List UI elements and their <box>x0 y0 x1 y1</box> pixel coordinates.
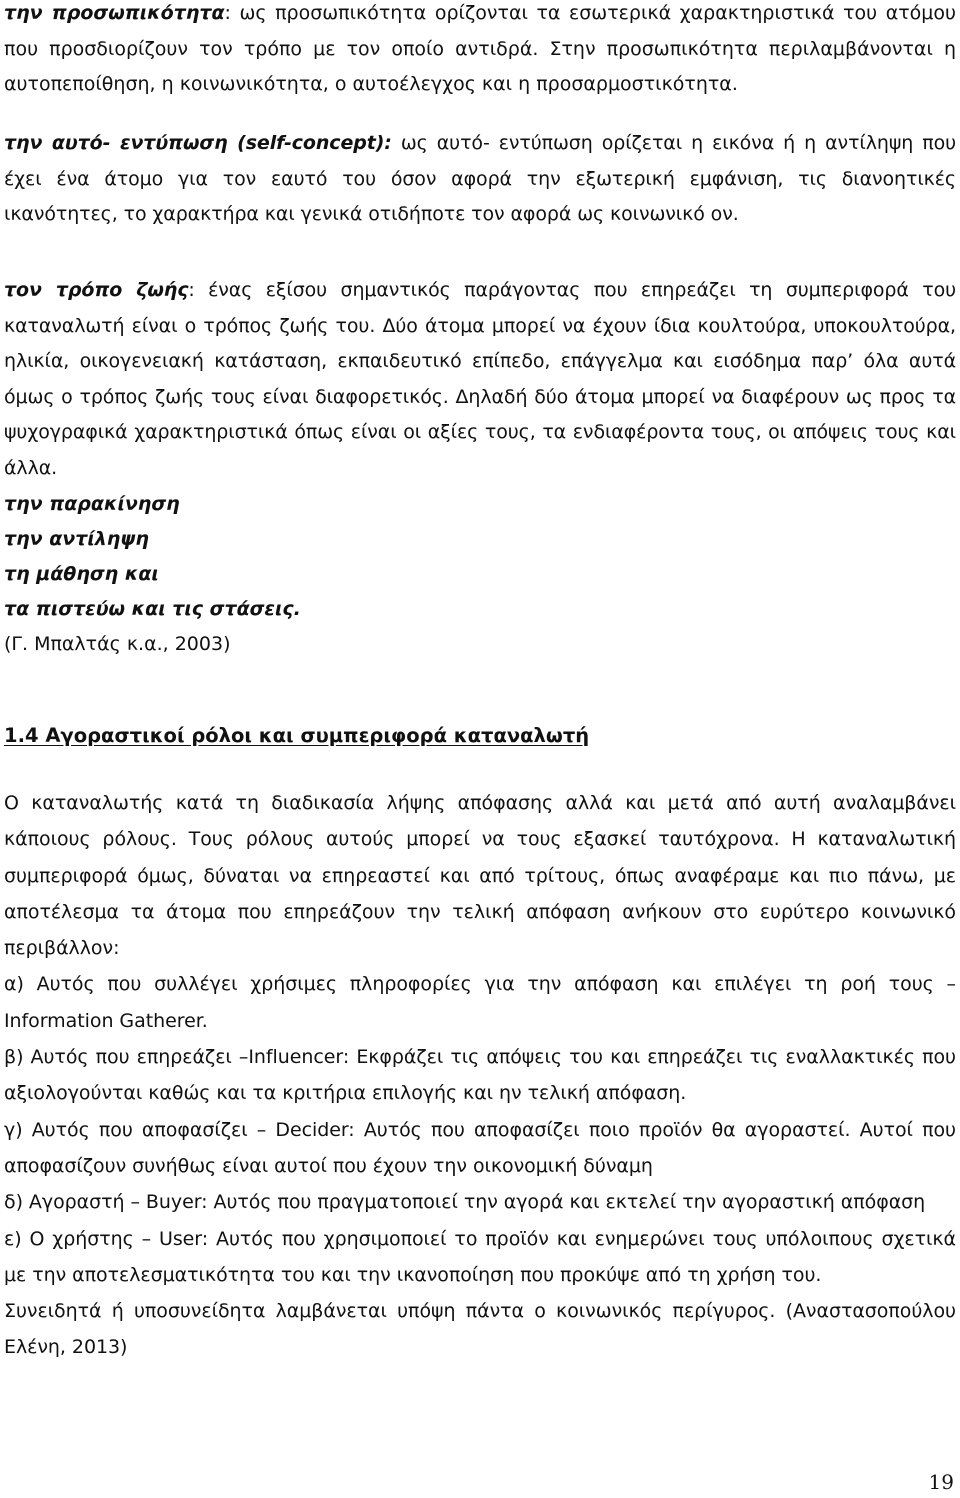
role-influencer: β) Αυτός που επηρεάζει –Influencer: Εκφράζει τις απόψεις του και επηρεάζει τις εναλλακτικές που αξιολογούνται καθώς και τα κριτήρια επιλογής και ην τελική απόφαση. <box>4 1046 956 1105</box>
closing-note: Συνειδητά ή υποσυνείδητα λαμβάνεται υπόψη πάντα ο κοινωνικός περίγυρος. (Αναστασοπούλου Ελένη, 2013) <box>4 1300 956 1359</box>
factor-learning: τη μάθηση και <box>4 563 159 585</box>
definition-personality: : ως προσωπικότητα ορίζονται τα εσωτερικά χαρακτηριστικά του ατόμου που προσδιορίζουν τον τρόπο με τον οποίο αντιδρά. Στην προσωπικότητα περιλαμβάνονται η αυτοπεποίθηση, η κοινωνικότητα, ο αυτοέλεγχος και η προσαρμοστικότητα. <box>4 2 956 95</box>
citation-baltas: (Γ. Μπαλτάς κ.α., 2003) <box>4 633 231 655</box>
role-buyer: δ) Αγοραστή – Buyer: Αυτός που πραγματοποιεί την αγορά και εκτελεί την αγοραστική απόφαση <box>4 1191 926 1214</box>
section-body <box>4 785 956 1366</box>
role-decider: γ) Αυτός που αποφασίζει – Decider: Αυτός που αποφασίζει ποιο προϊόν θα αγοραστεί. Αυτοί που αποφασίζουν συνήθως είναι αυτοί που έχουν την οικονομική δύναμη <box>4 1118 956 1177</box>
paragraph-self-concept <box>4 126 956 233</box>
definition-self-concept: ως αυτό- εντύπωση ορίζεται η εικόνα ή η αντίληψη που έχει ένα άτομο για τον εαυτό του όσον αφορά την εξωτερική εμφάνιση, τις διανοητικές ικανότητες, το χαρακτήρα και γενικά οτιδήποτε τον αφορά ως κοινωνικό ον. <box>4 132 957 225</box>
paragraph-personality <box>4 0 956 103</box>
factor-beliefs-attitudes: τα πιστεύω και τις στάσεις. <box>4 598 301 620</box>
term-lifestyle: τον τρόπο ζωής <box>4 279 189 301</box>
factor-perception: την αντίληψη <box>4 528 149 550</box>
role-user: ε) Ο χρήστης – User: Αυτός που χρησιμοποιεί το προϊόν και ενημερώνει τους υπόλοιπους σχετικά με την αποτελεσματικότητα του και την ικανοποίηση που προκύψε από τη χρήση του. <box>4 1227 956 1286</box>
section-heading: 1.4 Αγοραστικοί ρόλοι και συμπεριφορά καταναλωτή <box>4 724 590 747</box>
definition-lifestyle: : ένας εξίσου σημαντικός παράγοντας που επηρεάζει τη συμπεριφορά του καταναλωτή είναι ο τρόπος ζωής του. Δύο άτομα μπορεί να έχουν ίδια κουλτούρα, υποκουλτούρα, ηλικία, οικογενειακή κατάσταση, εκπαιδευτικό επίπεδο, επάγγελμα και εισόδημα παρ’ όλα αυτά όμως ο τρόπος ζωής τους είναι διαφορετικός. Δηλαδή δύο άτομα μπορεί να διαφέρουν ως προς τα ψυχογραφικά χαρακτηριστικά όπως είναι οι αξίες τους, τα ενδιαφέροντα τους, οι απόψεις τους και άλλα. <box>4 279 956 479</box>
factor-motivation: την παρακίνηση <box>4 493 180 515</box>
page-number: 19 <box>928 1470 954 1494</box>
body-intro: Ο καταναλωτής κατά τη διαδικασία λήψης απόφασης αλλά και μετά από αυτή αναλαμβάνει κάποιους ρόλους. Τους ρόλους αυτούς μπορεί να τους εξασκεί ταυτόχρονα. Η καταναλωτική συμπεριφορά όμως, δύναται να επηρεαστεί και από τρίτους, όπως αναφέραμε και πιο πάνω, με αποτέλεσμα τα άτομα που επηρεάζουν την τελική απόφαση ανήκουν στο ευρύτερο κοινωνικό περιβάλλον: <box>4 792 956 960</box>
role-information-gatherer: α) Αυτός που συλλέγει χρήσιμες πληροφορίες για την απόφαση και επιλέγει τη ροή τους – Information Gatherer. <box>4 973 956 1032</box>
term-self-concept: την αυτό- εντύπωση (self-concept): <box>4 132 392 154</box>
paragraph-lifestyle <box>4 273 956 487</box>
term-personality: την προσωπικότητα <box>4 2 225 24</box>
